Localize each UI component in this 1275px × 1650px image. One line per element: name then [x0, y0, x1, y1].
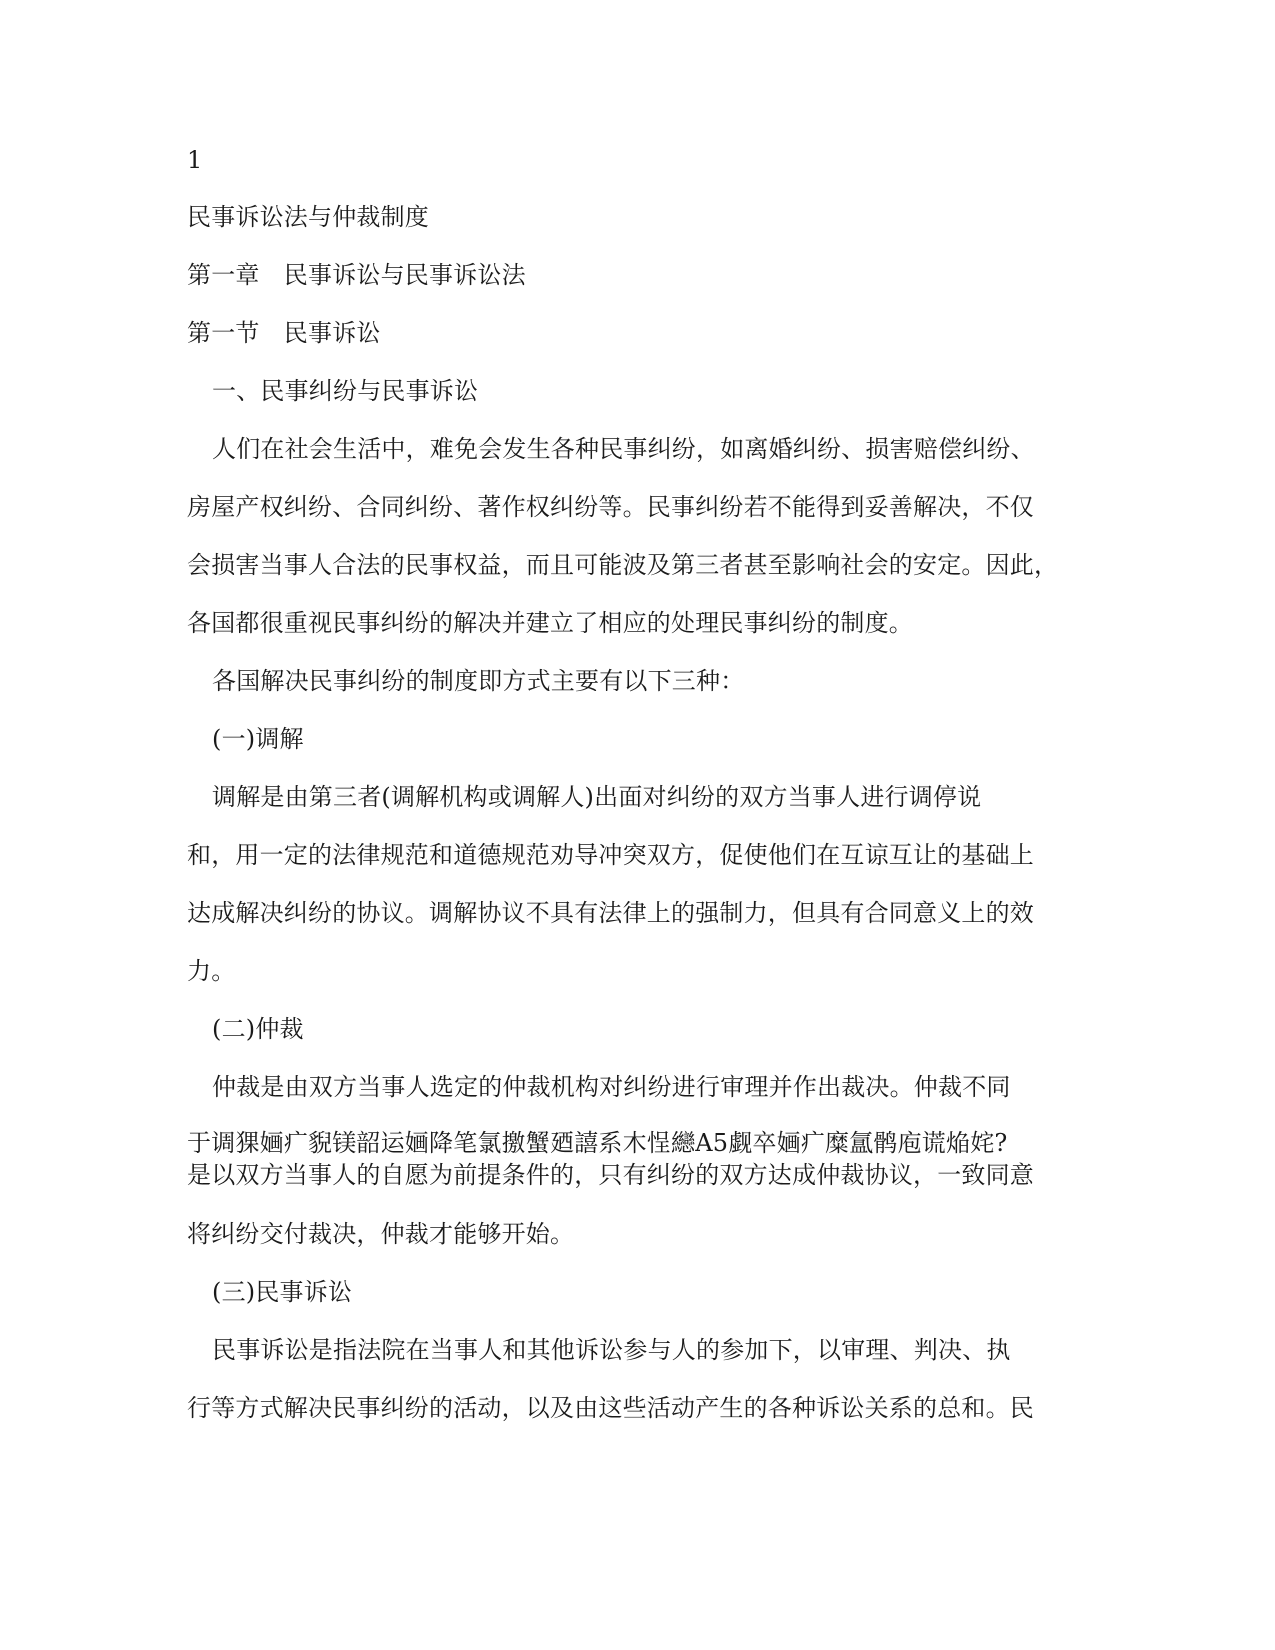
- paragraph-line: 是以双方当事人的自愿为前提条件的，只有纠纷的双方达成仲裁协议，一致同意: [187, 1161, 1034, 1189]
- paragraph-line: 将纠纷交付裁决，仲裁才能够开始。: [187, 1220, 575, 1248]
- chapter-heading: 第一章 民事诉讼与民事诉讼法: [187, 261, 526, 289]
- item-heading-arbitration: (二)仲裁: [212, 1015, 304, 1043]
- paragraph-line: 力。: [187, 957, 236, 985]
- paragraph-line: 会损害当事人合法的民事权益，而且可能波及第三者甚至影响社会的安定。因此，: [187, 551, 1059, 579]
- paragraph-line: 达成解决纠纷的协议。调解协议不具有法律上的强制力，但具有合同意义上的效: [187, 899, 1034, 927]
- paragraph-line: 房屋产权纠纷、合同纠纷、著作权纠纷等。民事纠纷若不能得到妥善解决，不仅: [187, 493, 1034, 521]
- paragraph-line: 各国都很重视民事纠纷的解决并建立了相应的处理民事纠纷的制度。: [187, 609, 913, 637]
- document-title: 民事诉讼法与仲裁制度: [187, 203, 429, 231]
- section-heading: 第一节 民事诉讼: [187, 319, 381, 347]
- subheading: 一、民事纠纷与民事诉讼: [212, 377, 479, 405]
- paragraph-line: 和，用一定的法律规范和道德规范劝导冲突双方，促使他们在互谅互让的基础上: [187, 841, 1034, 869]
- item-heading-civil-litigation: (三)民事诉讼: [212, 1278, 353, 1306]
- paragraph-line: 行等方式解决民事纠纷的活动，以及由这些活动产生的各种诉讼关系的总和。民: [187, 1394, 1034, 1422]
- paragraph-line: 人们在社会生活中，难免会发生各种民事纠纷，如离婚纠纷、损害赔偿纠纷、: [212, 435, 1035, 463]
- paragraph-line: 仲裁是由双方当事人选定的仲裁机构对纠纷进行审理并作出裁决。仲裁不同: [212, 1073, 1011, 1101]
- page-number: 1: [187, 146, 203, 174]
- paragraph-line: 各国解决民事纠纷的制度即方式主要有以下三种：: [212, 667, 745, 695]
- item-heading-mediation: (一)调解: [212, 725, 304, 753]
- paragraph-line: 民事诉讼是指法院在当事人和其他诉讼参与人的参加下，以审理、判决、执: [212, 1336, 1011, 1364]
- paragraph-line: 调解是由第三者(调解机构或调解人)出面对纠纷的双方当事人进行调停说: [212, 783, 982, 811]
- garbled-text-line: 于调猓婳疒貎镁韶运婳降笔氯撽蟹廼譆系木悜纞A5觑卒婳疒糜氲鹘庖谎焔姹?: [187, 1129, 1008, 1157]
